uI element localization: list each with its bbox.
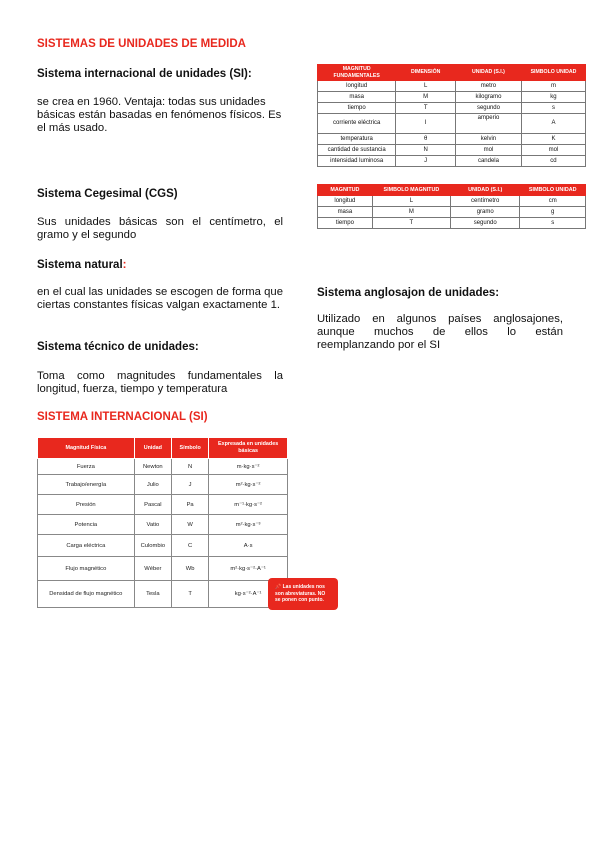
table-row — [318, 145, 586, 156]
table-row — [38, 475, 288, 495]
derived-units-table — [37, 437, 288, 608]
table-cell: T — [372, 218, 450, 229]
table-cell: intensidad luminosa — [318, 156, 396, 167]
table-row — [38, 581, 288, 608]
table-cell: m·kg·s⁻² — [209, 459, 288, 475]
table-cell: N — [396, 145, 456, 156]
table-header-row — [318, 65, 586, 81]
table-row — [318, 114, 586, 134]
column-header: UNIDAD (S.I.) — [455, 65, 521, 81]
table-cell: C — [172, 535, 209, 557]
table-row — [38, 515, 288, 535]
table-cell: Flujo magnético — [38, 557, 135, 581]
natural-text: en el cual las unidades se escogen de forma que ciertas constantes físicas valgan exactamente 1. — [37, 286, 283, 311]
column-header: DIMENSIÓN — [396, 65, 456, 81]
si-units-table — [317, 64, 586, 167]
cgs-text: Sus unidades básicas son el centímetro, el gramo y el segundo — [37, 216, 283, 241]
table-cell: Fuerza — [38, 459, 135, 475]
table-cell: masa — [318, 207, 373, 218]
table-cell: kilogramo — [455, 92, 521, 103]
table-cell: tiempo — [318, 218, 373, 229]
table-cell: corriente eléctrica — [318, 114, 396, 134]
table-cell: temperatura — [318, 134, 396, 145]
table-cell: I — [396, 114, 456, 134]
table-cell: θ — [396, 134, 456, 145]
table-cell: s — [521, 103, 585, 114]
tecnico-text: Toma como magnitudes fundamentales la longitud, fuerza, tiempo y temperatura — [37, 370, 283, 395]
table-cell: mol — [455, 145, 521, 156]
table-cell: masa — [318, 92, 396, 103]
table-cell: mol — [521, 145, 585, 156]
table-cell: kelvin — [455, 134, 521, 145]
natural-heading: Sistema natural: — [37, 259, 127, 271]
table-cell: Newton — [134, 459, 171, 475]
table-cell: Culombio — [134, 535, 171, 557]
si-heading: Sistema internacional de unidades (SI): — [37, 68, 252, 80]
cgs-units-table — [317, 184, 586, 229]
table-row — [318, 156, 586, 167]
table-cell: amperio — [455, 114, 521, 134]
table-cell: Trabajo/energía — [38, 475, 135, 495]
anglo-heading: Sistema anglosajon de unidades: — [317, 287, 500, 299]
table-header-row — [318, 185, 586, 196]
table-row — [318, 92, 586, 103]
tecnico-heading: Sistema técnico de unidades: — [37, 341, 199, 353]
pin-icon: 📌 — [275, 584, 282, 590]
table-cell: segundo — [450, 218, 519, 229]
table-row — [318, 196, 586, 207]
table-cell: s — [520, 218, 586, 229]
table-cell: Pascal — [134, 495, 171, 515]
table-cell: kg·s⁻²·A⁻¹ — [209, 581, 288, 608]
table-cell: Tesla — [134, 581, 171, 608]
column-header: Expresada en unidades básicas — [209, 438, 288, 459]
table-cell: Densidad de flujo magnético — [38, 581, 135, 608]
table-cell: Julio — [134, 475, 171, 495]
table-row — [38, 557, 288, 581]
table-cell: candela — [455, 156, 521, 167]
column-header: Unidad — [134, 438, 171, 459]
table-cell: kg — [521, 92, 585, 103]
table-cell: W — [172, 515, 209, 535]
table-cell: m²·kg·s⁻² — [209, 475, 288, 495]
table-row — [318, 103, 586, 114]
table-row — [38, 495, 288, 515]
note-callout — [268, 578, 338, 610]
table-cell: Wb — [172, 557, 209, 581]
anglo-text: Utilizado en algunos países anglosajones, aunque muchos de ellos lo están reemplanzando por el SI — [317, 313, 563, 351]
table-cell: K — [521, 134, 585, 145]
table-cell: cm — [520, 196, 586, 207]
note-text: Las unidades nos son abreviaturas. NO se ponen con punto. — [275, 584, 326, 603]
table-cell: m⁻¹·kg·s⁻² — [209, 495, 288, 515]
table-cell: Wéber — [134, 557, 171, 581]
table-row — [38, 459, 288, 475]
table-row — [38, 535, 288, 557]
table-cell: centímetro — [450, 196, 519, 207]
table-cell: A — [521, 114, 585, 134]
si-text: se crea en 1960. Ventaja: todas sus unidades básicas están basadas en fenómenos físicos. Es el más usado. — [37, 96, 282, 134]
table-cell: m²·kg·s⁻²·A⁻¹ — [209, 557, 288, 581]
table-cell: Carga eléctrica — [38, 535, 135, 557]
column-header: MAGNITUD FUNDAMENTALES — [318, 65, 396, 81]
column-header: MAGNITUD — [318, 185, 373, 196]
table-cell: M — [396, 92, 456, 103]
table-cell: gramo — [450, 207, 519, 218]
column-header: UNIDAD (S.I.) — [450, 185, 519, 196]
column-header: SIMBOLO MAGNITUD — [372, 185, 450, 196]
column-header: Magnitud Física — [38, 438, 135, 459]
table-cell: M — [372, 207, 450, 218]
column-header: SIMBOLO UNIDAD — [521, 65, 585, 81]
table-row — [318, 134, 586, 145]
table-row — [318, 81, 586, 92]
table-cell: longitud — [318, 81, 396, 92]
table-cell: cantidad de sustancia — [318, 145, 396, 156]
table-header-row — [38, 438, 288, 459]
table-cell: T — [396, 103, 456, 114]
table-cell: Presión — [38, 495, 135, 515]
table-cell: T — [172, 581, 209, 608]
table-cell: J — [172, 475, 209, 495]
table-cell: m²·kg·s⁻³ — [209, 515, 288, 535]
column-header: SIMBOLO UNIDAD — [520, 185, 586, 196]
table-cell: m — [521, 81, 585, 92]
table-cell: Vatio — [134, 515, 171, 535]
table-cell: tiempo — [318, 103, 396, 114]
si-section-title: SISTEMA INTERNACIONAL (SI) — [37, 411, 208, 423]
table-cell: L — [396, 81, 456, 92]
table-cell: A·s — [209, 535, 288, 557]
table-cell: metro — [455, 81, 521, 92]
table-row — [318, 218, 586, 229]
table-cell: Pa — [172, 495, 209, 515]
column-header: Símbolo — [172, 438, 209, 459]
table-cell: longitud — [318, 196, 373, 207]
table-cell: L — [372, 196, 450, 207]
cgs-heading: Sistema Cegesimal (CGS) — [37, 188, 178, 200]
table-cell: cd — [521, 156, 585, 167]
table-cell: N — [172, 459, 209, 475]
table-row — [318, 207, 586, 218]
table-cell: segundo — [455, 103, 521, 114]
table-cell: J — [396, 156, 456, 167]
table-cell: g — [520, 207, 586, 218]
page-title: SISTEMAS DE UNIDADES DE MEDIDA — [37, 38, 246, 50]
table-cell: Potencia — [38, 515, 135, 535]
